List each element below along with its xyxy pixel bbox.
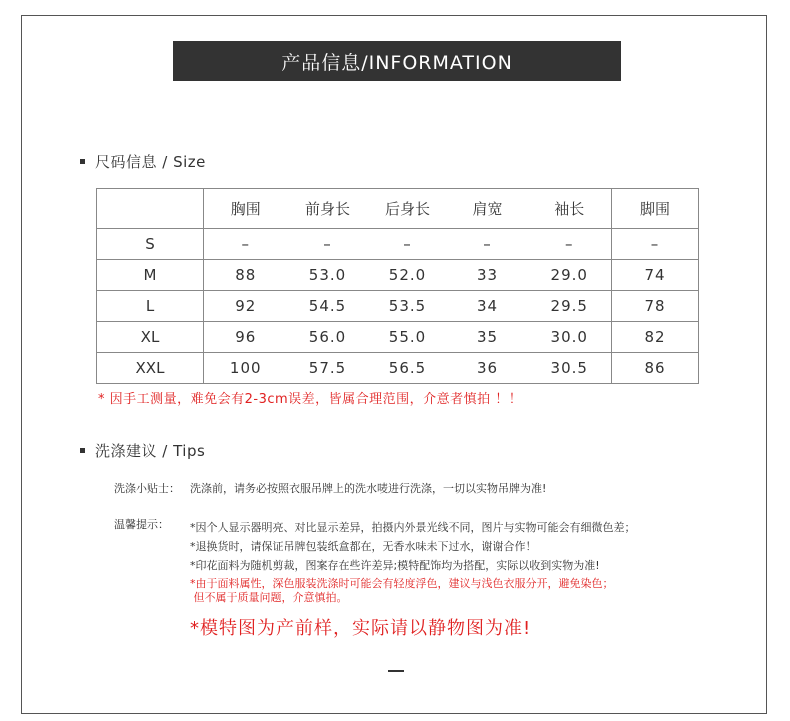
model-photo-note: *模特图为产前样，实际请以静物图为准! (190, 618, 532, 639)
table-cell: 92 (204, 291, 288, 322)
table-cell: 30.0 (528, 322, 612, 353)
table-cell: 88 (204, 260, 288, 291)
header-cell: 前身长 (288, 189, 368, 229)
table-cell: 54.5 (288, 291, 368, 322)
table-row (97, 229, 699, 260)
page-title-bar (173, 41, 621, 81)
footer-dash (388, 670, 404, 672)
table-cell: 86 (612, 353, 699, 384)
table-cell: 34 (448, 291, 528, 322)
table-cell: 96 (204, 322, 288, 353)
table-row (97, 291, 699, 322)
table-cell: 36 (448, 353, 528, 384)
warm-tip-label: 温馨提示： (114, 518, 169, 531)
table-cell: 29.5 (528, 291, 612, 322)
page-title: 产品信息/INFORMATION (281, 51, 513, 74)
warm-tip-red-line: *由于面料属性，深色服装洗涤时可能会有轻度浮色，建议与浅色衣服分开，避免染色； (190, 577, 614, 590)
warm-tip-red-line: 但不属于质量问题，介意慎拍。 (190, 591, 348, 604)
header-cell: 后身长 (368, 189, 448, 229)
table-cell: 29.0 (528, 260, 612, 291)
table-cell: 56.5 (368, 353, 448, 384)
warm-tip-line: *印花面料为随机剪裁，图案存在些许差异;模特配饰均为搭配，实际以收到实物为准! (190, 559, 600, 572)
table-cell: 100 (204, 353, 288, 384)
table-row (97, 260, 699, 291)
table-cell: – (448, 229, 528, 260)
header-cell: 胸围 (204, 189, 288, 229)
table-cell: – (612, 229, 699, 260)
table-cell: 57.5 (288, 353, 368, 384)
table-cell: 82 (612, 322, 699, 353)
table-cell: 55.0 (368, 322, 448, 353)
square-bullet-icon (80, 448, 85, 453)
square-bullet-icon (80, 159, 85, 164)
table-cell: 53.5 (368, 291, 448, 322)
table-cell: – (288, 229, 368, 260)
warm-tip-line: *退换货时，请保证吊牌包装纸盒都在，无香水味未下过水，谢谢合作！ (190, 540, 537, 553)
table-cell: – (204, 229, 288, 260)
size-table (96, 188, 699, 384)
header-cell: 脚围 (612, 189, 699, 229)
table-cell: 30.5 (528, 353, 612, 384)
table-cell: 53.0 (288, 260, 368, 291)
size-label-cell: M (97, 260, 204, 291)
size-label-cell: S (97, 229, 204, 260)
table-cell: 78 (612, 291, 699, 322)
header-cell (97, 189, 204, 229)
table-cell: – (528, 229, 612, 260)
measurement-note: * 因手工测量，难免会有2-3cm误差，皆属合理范围，介意者慎拍 ！！ (98, 392, 523, 407)
table-cell: 52.0 (368, 260, 448, 291)
header-cell: 肩宽 (448, 189, 528, 229)
size-heading-text: 尺码信息 / Size (95, 153, 206, 171)
table-cell: 35 (448, 322, 528, 353)
table-row (97, 353, 699, 384)
tips-section-heading (80, 440, 205, 461)
table-row (97, 322, 699, 353)
wash-tip-label: 洗涤小贴士： (114, 482, 180, 495)
wash-tip-text: 洗涤前，请务必按照衣服吊牌上的洗水唛进行洗涤，一切以实物吊牌为准! (190, 482, 547, 495)
table-cell: 74 (612, 260, 699, 291)
warm-tip-line: *因个人显示器明亮、对比显示差异，拍摄内外景光线不同，图片与实物可能会有细微色差； (190, 521, 636, 534)
size-label-cell: XXL (97, 353, 204, 384)
tips-heading-text: 洗涤建议 / Tips (95, 442, 206, 460)
table-cell: 56.0 (288, 322, 368, 353)
size-section-heading (80, 151, 206, 172)
size-table-header-row (97, 189, 699, 229)
size-label-cell: XL (97, 322, 204, 353)
size-label-cell: L (97, 291, 204, 322)
table-cell: – (368, 229, 448, 260)
table-cell: 33 (448, 260, 528, 291)
warm-tip-list (190, 518, 636, 605)
header-cell: 袖长 (528, 189, 612, 229)
